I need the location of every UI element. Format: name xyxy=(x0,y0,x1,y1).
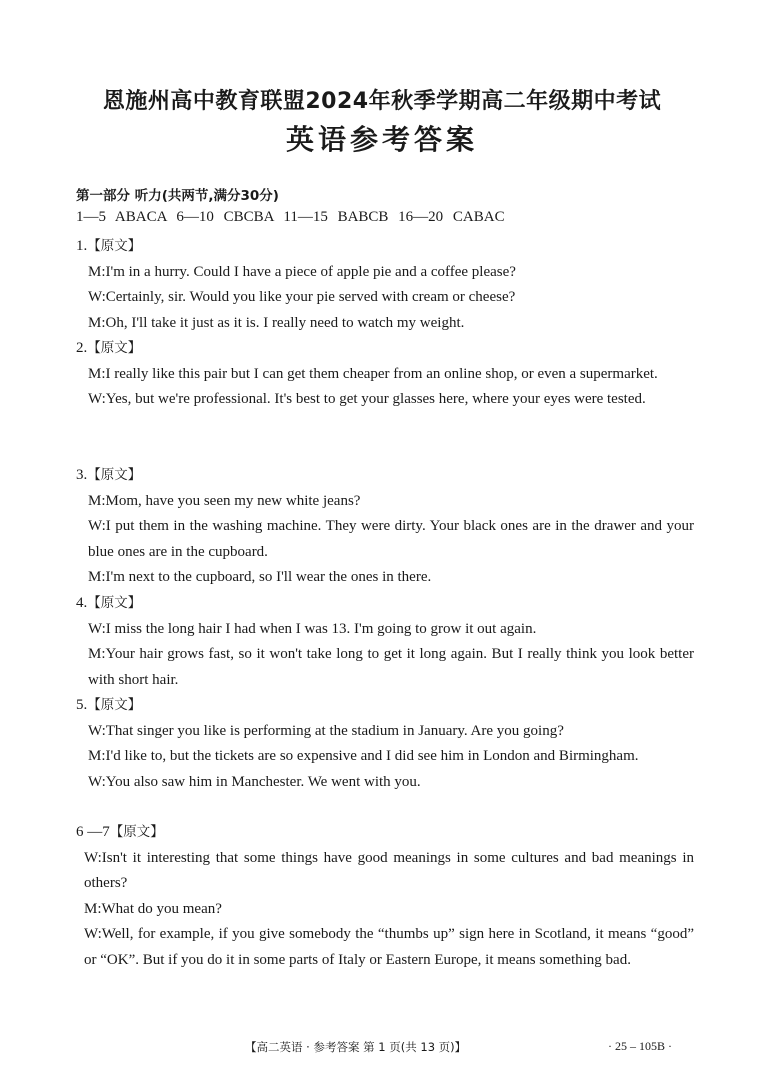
transcript-item-1 xyxy=(76,234,694,336)
document-code: · 25 – 105B · xyxy=(608,1039,672,1053)
exam-title: 恩施州高中教育联盟2024年秋季学期高二年级期中考试 xyxy=(102,89,662,114)
dialogue-line: W:That singer you like is performing at the stadium in January. Are you going? xyxy=(88,722,564,739)
item-number: 4. xyxy=(76,595,88,611)
dialogue-line: W:I miss the long hair I had when I was 13. I'm going to grow it out again. xyxy=(88,620,537,637)
section-heading: 第一部分 听力(共两节,满分30分) xyxy=(76,188,279,204)
item-number: 6 —7 xyxy=(76,824,110,840)
dialogue-line: W:Certainly, sir. Would you like your pie served with cream or cheese? xyxy=(88,289,516,306)
dialogue-line: M:Mom, have you seen my new white jeans? xyxy=(88,492,361,509)
item-label: 【原文】 xyxy=(87,595,142,611)
item-number: 2. xyxy=(76,340,88,356)
item-number: 5. xyxy=(76,697,88,713)
dialogue-line: W:Well, for example, if you give somebody the “thumbs up” sign here in Scotland, it means “good” or “OK”. But if you do it in some parts of Italy or Eastern Europe, it means something bad. xyxy=(84,926,694,968)
dialogue-line: M:I'm in a hurry. Could I have a piece of apple pie and a coffee please? xyxy=(88,263,516,280)
item-label: 【原文】 xyxy=(87,238,142,254)
document-subtitle: 英语参考答案 xyxy=(285,123,478,156)
dialogue-line: W:I put them in the washing machine. They were dirty. Your black ones are in the drawer and your blue ones are in the cupboard. xyxy=(88,518,694,560)
transcript-item-2 xyxy=(76,336,694,413)
item-label: 【原文】 xyxy=(109,824,164,840)
dialogue-line: M:Oh, I'll take it just as it is. I really need to watch my weight. xyxy=(88,314,465,331)
item-number: 1. xyxy=(76,238,88,254)
dialogue-line: M:I really like this pair but I can get them cheaper from an online shop, or even a supermarket. xyxy=(88,365,658,382)
dialogue-line: M:I'd like to, but the tickets are so expensive and I did see him in London and Birmingham. xyxy=(88,748,639,765)
item-number: 3. xyxy=(76,467,88,483)
transcript-item-4 xyxy=(76,591,694,693)
dialogue-line: M:What do you mean? xyxy=(84,900,222,917)
answer-list: 1—5 ABACA 6—10 CBCBA 11—15 BABCB 16—20 CABAC xyxy=(76,209,505,225)
dialogue-line: W:Yes, but we're professional. It's best to get your glasses here, where your eyes were tested. xyxy=(88,391,646,408)
transcript-item-5 xyxy=(76,693,694,795)
page-footer: 【高二英语 · 参考答案 第 1 页(共 13 页)】 xyxy=(245,1040,467,1054)
dialogue-line: M:Your hair grows fast, so it won't take long to get it long again. But I really think you look better with short hair. xyxy=(88,646,694,688)
item-label: 【原文】 xyxy=(87,467,142,483)
transcript-item-3 xyxy=(76,463,694,591)
dialogue-line: W:You also saw him in Manchester. We went with you. xyxy=(88,773,421,790)
item-label: 【原文】 xyxy=(87,697,142,713)
item-label: 【原文】 xyxy=(87,340,142,356)
dialogue-line: W:Isn't it interesting that some things have good meanings in some cultures and bad meanings in others? xyxy=(84,849,694,892)
dialogue-line: M:I'm next to the cupboard, so I'll wear the ones in there. xyxy=(88,569,432,586)
transcript-item-6-7 xyxy=(76,820,694,974)
